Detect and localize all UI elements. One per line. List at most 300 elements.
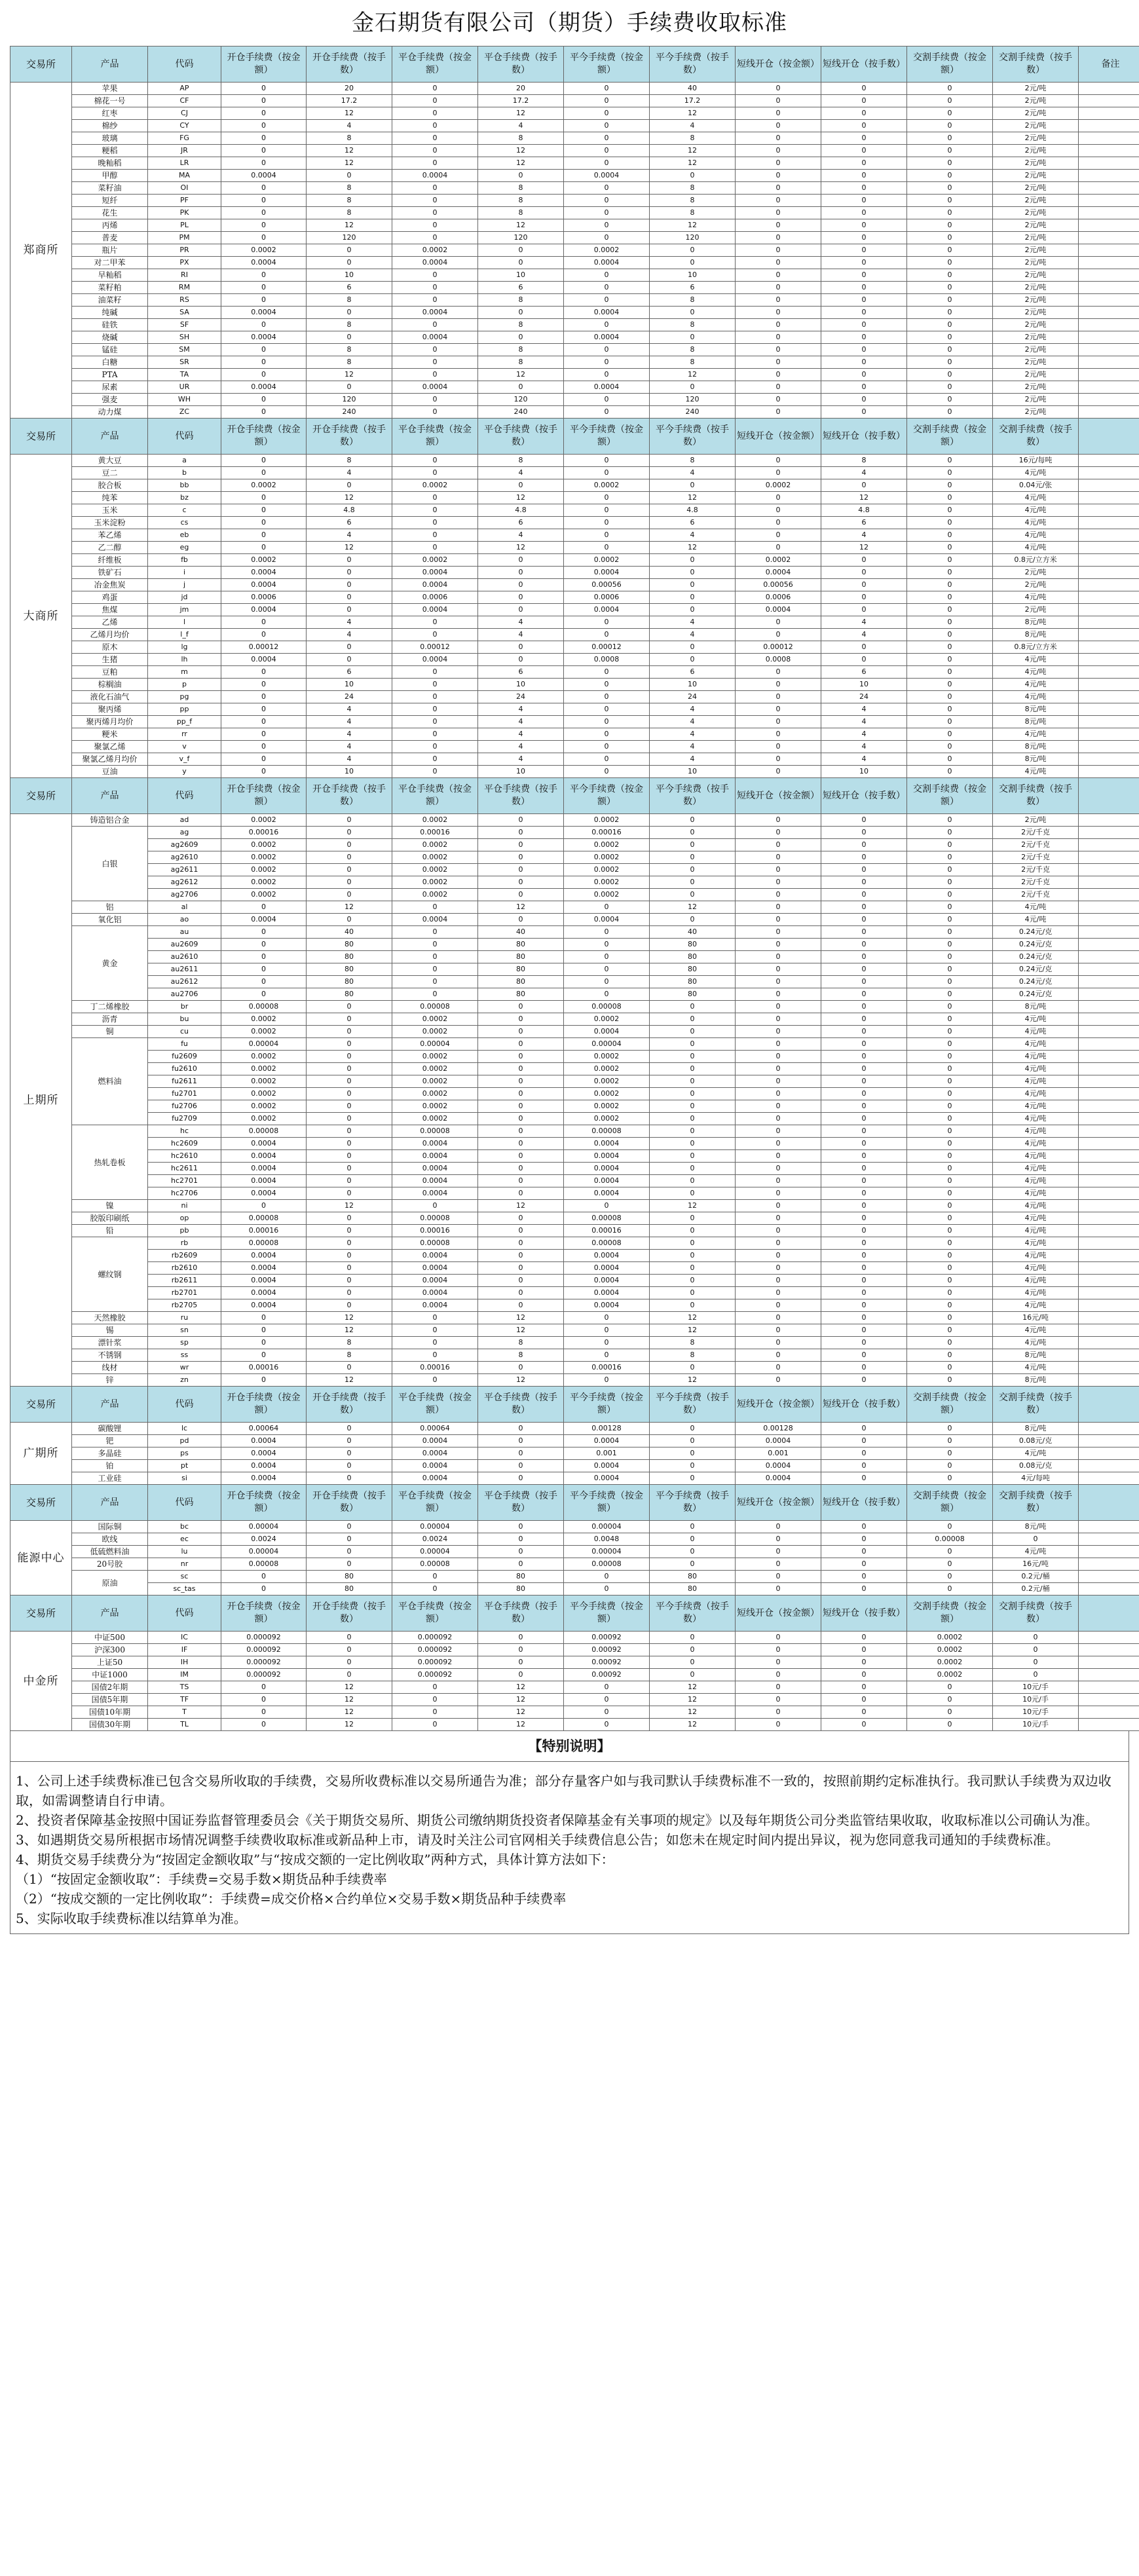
product-cell: 菜籽粕	[72, 282, 148, 294]
value-cell: 12	[307, 1312, 392, 1324]
code-cell: rb2705	[148, 1299, 221, 1312]
product-cell: 粳稻	[72, 145, 148, 157]
table-row	[10, 716, 1139, 728]
value-cell: 0	[564, 344, 650, 356]
value-cell: 0	[736, 1583, 821, 1596]
value-cell: 0	[221, 529, 307, 542]
value-cell: 0	[221, 741, 307, 753]
remark-cell	[1079, 864, 1139, 876]
product-cell: 燃料油	[72, 1038, 148, 1125]
product-cell: 国债2年期	[72, 1681, 148, 1694]
value-cell: 0	[736, 170, 821, 182]
code-cell: IC	[148, 1632, 221, 1644]
value-cell: 10	[307, 766, 392, 778]
value-cell: 2元/千克	[993, 876, 1079, 889]
value-cell: 0	[821, 1001, 907, 1013]
code-cell: PR	[148, 244, 221, 257]
value-cell: 0	[307, 381, 392, 394]
value-cell: 2元/吨	[993, 369, 1079, 381]
remark-cell	[1079, 356, 1139, 369]
value-cell: 0	[650, 864, 736, 876]
table-row	[10, 864, 1139, 876]
column-header: 产品	[72, 47, 148, 83]
column-header: 平仓手续费（按手数）	[478, 1596, 564, 1632]
exchange-cell: 大商所	[10, 455, 72, 778]
value-cell: 12	[307, 107, 392, 120]
value-cell: 0	[478, 554, 564, 567]
column-header: 备注	[1079, 47, 1139, 83]
value-cell: 0	[221, 629, 307, 641]
product-cell: 红枣	[72, 107, 148, 120]
value-cell: 8元/吨	[993, 703, 1079, 716]
value-cell: 0	[993, 1632, 1079, 1644]
value-cell: 0	[307, 567, 392, 579]
product-cell: 油菜籽	[72, 294, 148, 307]
value-cell: 0.000092	[221, 1632, 307, 1644]
value-cell: 0	[221, 926, 307, 939]
remark-cell	[1079, 1063, 1139, 1075]
value-cell: 0	[821, 1237, 907, 1250]
value-cell: 0	[907, 864, 993, 876]
value-cell: 4元/吨	[993, 517, 1079, 529]
value-cell: 0	[821, 1694, 907, 1706]
remark-cell	[1079, 1719, 1139, 1731]
value-cell: 0	[307, 1669, 392, 1681]
value-cell: 6	[478, 282, 564, 294]
code-cell: T	[148, 1706, 221, 1719]
value-cell: 12	[478, 107, 564, 120]
column-header: 交割手续费（按金额）	[907, 1596, 993, 1632]
value-cell: 0	[736, 282, 821, 294]
value-cell: 10	[478, 766, 564, 778]
value-cell: 0	[307, 1435, 392, 1447]
product-cell: 碳酸锂	[72, 1423, 148, 1435]
value-cell: 24	[307, 691, 392, 703]
value-cell: 0.0002	[392, 1100, 478, 1113]
value-cell: 0	[736, 244, 821, 257]
value-cell: 0	[650, 170, 736, 182]
value-cell: 4元/吨	[993, 666, 1079, 679]
column-header: 代码	[148, 1387, 221, 1423]
value-cell: 0	[650, 1299, 736, 1312]
remark-cell	[1079, 455, 1139, 467]
remark-cell	[1079, 1113, 1139, 1125]
value-cell: 0	[821, 394, 907, 406]
value-cell: 0	[736, 1337, 821, 1349]
value-cell: 80	[650, 988, 736, 1001]
product-cell: 铸造铝合金	[72, 814, 148, 827]
product-cell: 铝	[72, 901, 148, 914]
product-cell: 铜	[72, 1026, 148, 1038]
value-cell: 4元/每吨	[993, 1472, 1079, 1485]
header-row	[10, 778, 1139, 814]
value-cell: 0	[564, 926, 650, 939]
table-row	[10, 244, 1139, 257]
value-cell: 0	[736, 851, 821, 864]
value-cell: 0	[907, 455, 993, 467]
value-cell: 0	[736, 666, 821, 679]
value-cell: 0.0002	[564, 839, 650, 851]
value-cell: 0	[736, 963, 821, 976]
value-cell: 0	[907, 1175, 993, 1187]
table-row	[10, 604, 1139, 616]
value-cell: 0.0004	[392, 1175, 478, 1187]
value-cell: 0.8元/立方米	[993, 641, 1079, 654]
value-cell: 0.00008	[392, 1125, 478, 1138]
value-cell: 8元/吨	[993, 629, 1079, 641]
value-cell: 0	[736, 753, 821, 766]
product-cell: 白糖	[72, 356, 148, 369]
table-row	[10, 1632, 1139, 1644]
table-row	[10, 1038, 1139, 1051]
value-cell: 4元/吨	[993, 1546, 1079, 1558]
value-cell: 0	[221, 207, 307, 219]
column-header: 交易所	[10, 778, 72, 814]
value-cell: 0	[564, 1706, 650, 1719]
table-row	[10, 1001, 1139, 1013]
value-cell: 0	[907, 170, 993, 182]
code-cell: IF	[148, 1644, 221, 1656]
value-cell: 0	[478, 579, 564, 591]
value-cell: 0	[650, 1038, 736, 1051]
value-cell: 0	[736, 1571, 821, 1583]
value-cell: 0.0004	[392, 1150, 478, 1163]
value-cell: 0	[650, 839, 736, 851]
value-cell: 0	[736, 679, 821, 691]
value-cell: 0	[478, 1250, 564, 1262]
code-cell: SM	[148, 344, 221, 356]
value-cell: 0	[736, 1237, 821, 1250]
value-cell: 0	[821, 988, 907, 1001]
value-cell: 17.2	[307, 95, 392, 107]
value-cell: 0	[821, 1287, 907, 1299]
value-cell: 0	[478, 170, 564, 182]
product-cell: 乙烯	[72, 616, 148, 629]
value-cell: 4元/吨	[993, 901, 1079, 914]
value-cell: 0	[392, 207, 478, 219]
value-cell: 0	[221, 542, 307, 554]
code-cell: ad	[148, 814, 221, 827]
value-cell: 0.00092	[564, 1656, 650, 1669]
value-cell: 0	[564, 988, 650, 1001]
value-cell: 0	[907, 629, 993, 641]
value-cell: 0	[564, 703, 650, 716]
remark-cell	[1079, 1001, 1139, 1013]
value-cell: 0	[392, 1681, 478, 1694]
value-cell: 0	[736, 120, 821, 132]
value-cell: 0	[907, 107, 993, 120]
value-cell: 0	[907, 1138, 993, 1150]
remark-cell	[1079, 1472, 1139, 1485]
product-cell: 螺纹钢	[72, 1237, 148, 1312]
table-row	[10, 542, 1139, 554]
table-row	[10, 766, 1139, 778]
value-cell: 4元/吨	[993, 1212, 1079, 1225]
value-cell: 12	[650, 1324, 736, 1337]
product-cell: 热轧卷板	[72, 1125, 148, 1200]
value-cell: 0.0004	[221, 1163, 307, 1175]
value-cell: 6	[307, 282, 392, 294]
value-cell: 0.00008	[392, 1558, 478, 1571]
value-cell: 0	[907, 1299, 993, 1312]
value-cell: 0.0008	[564, 654, 650, 666]
product-cell: 不锈钢	[72, 1349, 148, 1362]
remark-cell	[1079, 1051, 1139, 1063]
value-cell: 0.8元/立方米	[993, 554, 1079, 567]
column-header: 短线开仓（按金额）	[736, 1596, 821, 1632]
value-cell: 0	[821, 406, 907, 419]
table-row	[10, 963, 1139, 976]
value-cell: 0.0004	[564, 381, 650, 394]
column-header: 开仓手续费（按手数）	[307, 1387, 392, 1423]
value-cell: 0	[392, 542, 478, 554]
code-cell: FG	[148, 132, 221, 145]
product-cell: 原木	[72, 641, 148, 654]
remark-cell	[1079, 107, 1139, 120]
value-cell: 8	[307, 294, 392, 307]
remark-cell	[1079, 926, 1139, 939]
value-cell: 0	[307, 1113, 392, 1125]
table-row	[10, 951, 1139, 963]
code-cell: op	[148, 1212, 221, 1225]
table-row	[10, 504, 1139, 517]
table-row	[10, 1299, 1139, 1312]
value-cell: 0	[821, 1275, 907, 1287]
value-cell: 12	[307, 492, 392, 504]
value-cell: 4	[307, 703, 392, 716]
remark-cell	[1079, 641, 1139, 654]
value-cell: 10元/手	[993, 1706, 1079, 1719]
value-cell: 0	[478, 1063, 564, 1075]
table-row	[10, 1063, 1139, 1075]
product-cell: 丙烯	[72, 219, 148, 232]
value-cell: 0.0004	[221, 331, 307, 344]
value-cell: 0.00008	[564, 1237, 650, 1250]
value-cell: 0	[392, 926, 478, 939]
value-cell: 0	[221, 95, 307, 107]
value-cell: 80	[478, 976, 564, 988]
value-cell: 0	[307, 307, 392, 319]
value-cell: 0	[907, 1349, 993, 1362]
column-header: 平今手续费（按手数）	[650, 1387, 736, 1423]
value-cell: 0	[564, 95, 650, 107]
value-cell: 0.0004	[221, 1447, 307, 1460]
value-cell: 0	[392, 666, 478, 679]
value-cell: 0.0002	[392, 244, 478, 257]
code-cell: pd	[148, 1435, 221, 1447]
value-cell: 0	[736, 517, 821, 529]
remark-cell	[1079, 1299, 1139, 1312]
code-cell: rb	[148, 1237, 221, 1250]
value-cell: 4元/吨	[993, 914, 1079, 926]
product-cell: 普麦	[72, 232, 148, 244]
value-cell: 0	[221, 1374, 307, 1387]
value-cell: 12	[650, 492, 736, 504]
value-cell: 0	[650, 381, 736, 394]
value-cell: 0	[564, 1374, 650, 1387]
value-cell: 2元/吨	[993, 170, 1079, 182]
value-cell: 80	[650, 1583, 736, 1596]
value-cell: 6	[478, 666, 564, 679]
value-cell: 12	[821, 492, 907, 504]
table-row	[10, 467, 1139, 479]
value-cell: 0	[907, 406, 993, 419]
value-cell: 0	[392, 1349, 478, 1362]
value-cell: 4元/吨	[993, 467, 1079, 479]
table-row	[10, 926, 1139, 939]
value-cell: 8	[650, 319, 736, 331]
value-cell: 12	[478, 542, 564, 554]
value-cell: 24	[478, 691, 564, 703]
value-cell: 0.0004	[392, 1460, 478, 1472]
value-cell: 0.0002	[221, 864, 307, 876]
table-row	[10, 369, 1139, 381]
value-cell: 12	[478, 157, 564, 170]
value-cell: 0	[821, 1521, 907, 1533]
value-cell: 0.00016	[392, 1362, 478, 1374]
value-cell: 0	[392, 356, 478, 369]
product-cell: 早籼稻	[72, 269, 148, 282]
value-cell: 16元/每吨	[993, 455, 1079, 467]
code-cell: SH	[148, 331, 221, 344]
value-cell: 120	[307, 394, 392, 406]
value-cell: 0.0004	[221, 170, 307, 182]
value-cell: 0	[478, 1447, 564, 1460]
value-cell: 0	[907, 1472, 993, 1485]
value-cell: 8元/吨	[993, 1374, 1079, 1387]
remark-cell	[1079, 1558, 1139, 1571]
value-cell: 12	[650, 1312, 736, 1324]
value-cell: 0	[564, 517, 650, 529]
value-cell: 4	[478, 728, 564, 741]
value-cell: 0	[564, 716, 650, 728]
value-cell: 0	[907, 1051, 993, 1063]
table-row	[10, 170, 1139, 182]
remark-cell	[1079, 1075, 1139, 1088]
value-cell: 0	[221, 344, 307, 356]
value-cell: 8元/吨	[993, 1521, 1079, 1533]
remark-cell	[1079, 1312, 1139, 1324]
table-row	[10, 1212, 1139, 1225]
value-cell: 0	[907, 1324, 993, 1337]
value-cell: 4元/吨	[993, 1187, 1079, 1200]
value-cell: 2元/千克	[993, 851, 1079, 864]
code-cell: ni	[148, 1200, 221, 1212]
remark-cell	[1079, 331, 1139, 344]
value-cell: 0	[221, 492, 307, 504]
value-cell: 0	[907, 1088, 993, 1100]
table-row	[10, 679, 1139, 691]
value-cell: 8	[307, 344, 392, 356]
code-cell: a	[148, 455, 221, 467]
value-cell: 240	[650, 406, 736, 419]
value-cell: 0	[307, 864, 392, 876]
value-cell: 0	[821, 157, 907, 170]
value-cell: 4元/吨	[993, 1299, 1079, 1312]
value-cell: 4元/吨	[993, 1026, 1079, 1038]
value-cell: 0.0004	[564, 1460, 650, 1472]
value-cell: 0	[392, 679, 478, 691]
value-cell: 10	[478, 269, 564, 282]
value-cell: 0	[392, 344, 478, 356]
remark-cell	[1079, 406, 1139, 419]
value-cell: 0.0004	[392, 654, 478, 666]
value-cell: 80	[307, 1583, 392, 1596]
value-cell: 0	[821, 1546, 907, 1558]
value-cell: 0	[821, 1558, 907, 1571]
value-cell: 10	[650, 679, 736, 691]
value-cell: 8	[821, 455, 907, 467]
value-cell: 24	[821, 691, 907, 703]
value-cell: 0	[650, 479, 736, 492]
code-cell: au2611	[148, 963, 221, 976]
column-header: 短线开仓（按手数）	[821, 47, 907, 83]
column-header	[1079, 419, 1139, 455]
value-cell: 0	[564, 963, 650, 976]
value-cell: 0.0002	[392, 1075, 478, 1088]
value-cell: 0	[907, 232, 993, 244]
value-cell: 6	[650, 666, 736, 679]
value-cell: 0.00008	[221, 1001, 307, 1013]
product-cell: 生猪	[72, 654, 148, 666]
table-row	[10, 666, 1139, 679]
value-cell: 0.08元/克	[993, 1435, 1079, 1447]
value-cell: 0.0004	[392, 1138, 478, 1150]
value-cell: 0.0004	[564, 331, 650, 344]
value-cell: 0	[821, 604, 907, 616]
value-cell: 0	[221, 666, 307, 679]
value-cell: 0	[564, 294, 650, 307]
value-cell: 0	[736, 1013, 821, 1026]
value-cell: 0	[907, 567, 993, 579]
value-cell: 0	[650, 1100, 736, 1113]
remark-cell	[1079, 83, 1139, 95]
column-header: 开仓手续费（按金额）	[221, 778, 307, 814]
table-row	[10, 1656, 1139, 1669]
value-cell: 0	[907, 1447, 993, 1460]
product-cell: 焦煤	[72, 604, 148, 616]
value-cell: 0	[478, 1435, 564, 1447]
table-row	[10, 1237, 1139, 1250]
value-cell: 0	[307, 1225, 392, 1237]
value-cell: 4元/吨	[993, 1324, 1079, 1337]
value-cell: 0.0002	[221, 1063, 307, 1075]
value-cell: 0	[392, 629, 478, 641]
code-cell: sp	[148, 1337, 221, 1349]
value-cell: 0	[221, 1349, 307, 1362]
remark-cell	[1079, 1694, 1139, 1706]
value-cell: 0.0004	[564, 170, 650, 182]
table-row	[10, 1706, 1139, 1719]
value-cell: 0.0002	[392, 839, 478, 851]
table-row	[10, 157, 1139, 170]
value-cell: 0	[307, 244, 392, 257]
value-cell: 2元/吨	[993, 294, 1079, 307]
value-cell: 0.0004	[392, 170, 478, 182]
value-cell: 0.0004	[392, 579, 478, 591]
table-row	[10, 827, 1139, 839]
value-cell: 0.0004	[221, 1287, 307, 1299]
table-row	[10, 976, 1139, 988]
value-cell: 0	[821, 120, 907, 132]
value-cell: 0.0002	[392, 1063, 478, 1075]
value-cell: 0	[564, 1312, 650, 1324]
column-header: 交易所	[10, 419, 72, 455]
table-row	[10, 554, 1139, 567]
table-row	[10, 629, 1139, 641]
remark-cell	[1079, 145, 1139, 157]
value-cell: 0.24元/克	[993, 926, 1079, 939]
